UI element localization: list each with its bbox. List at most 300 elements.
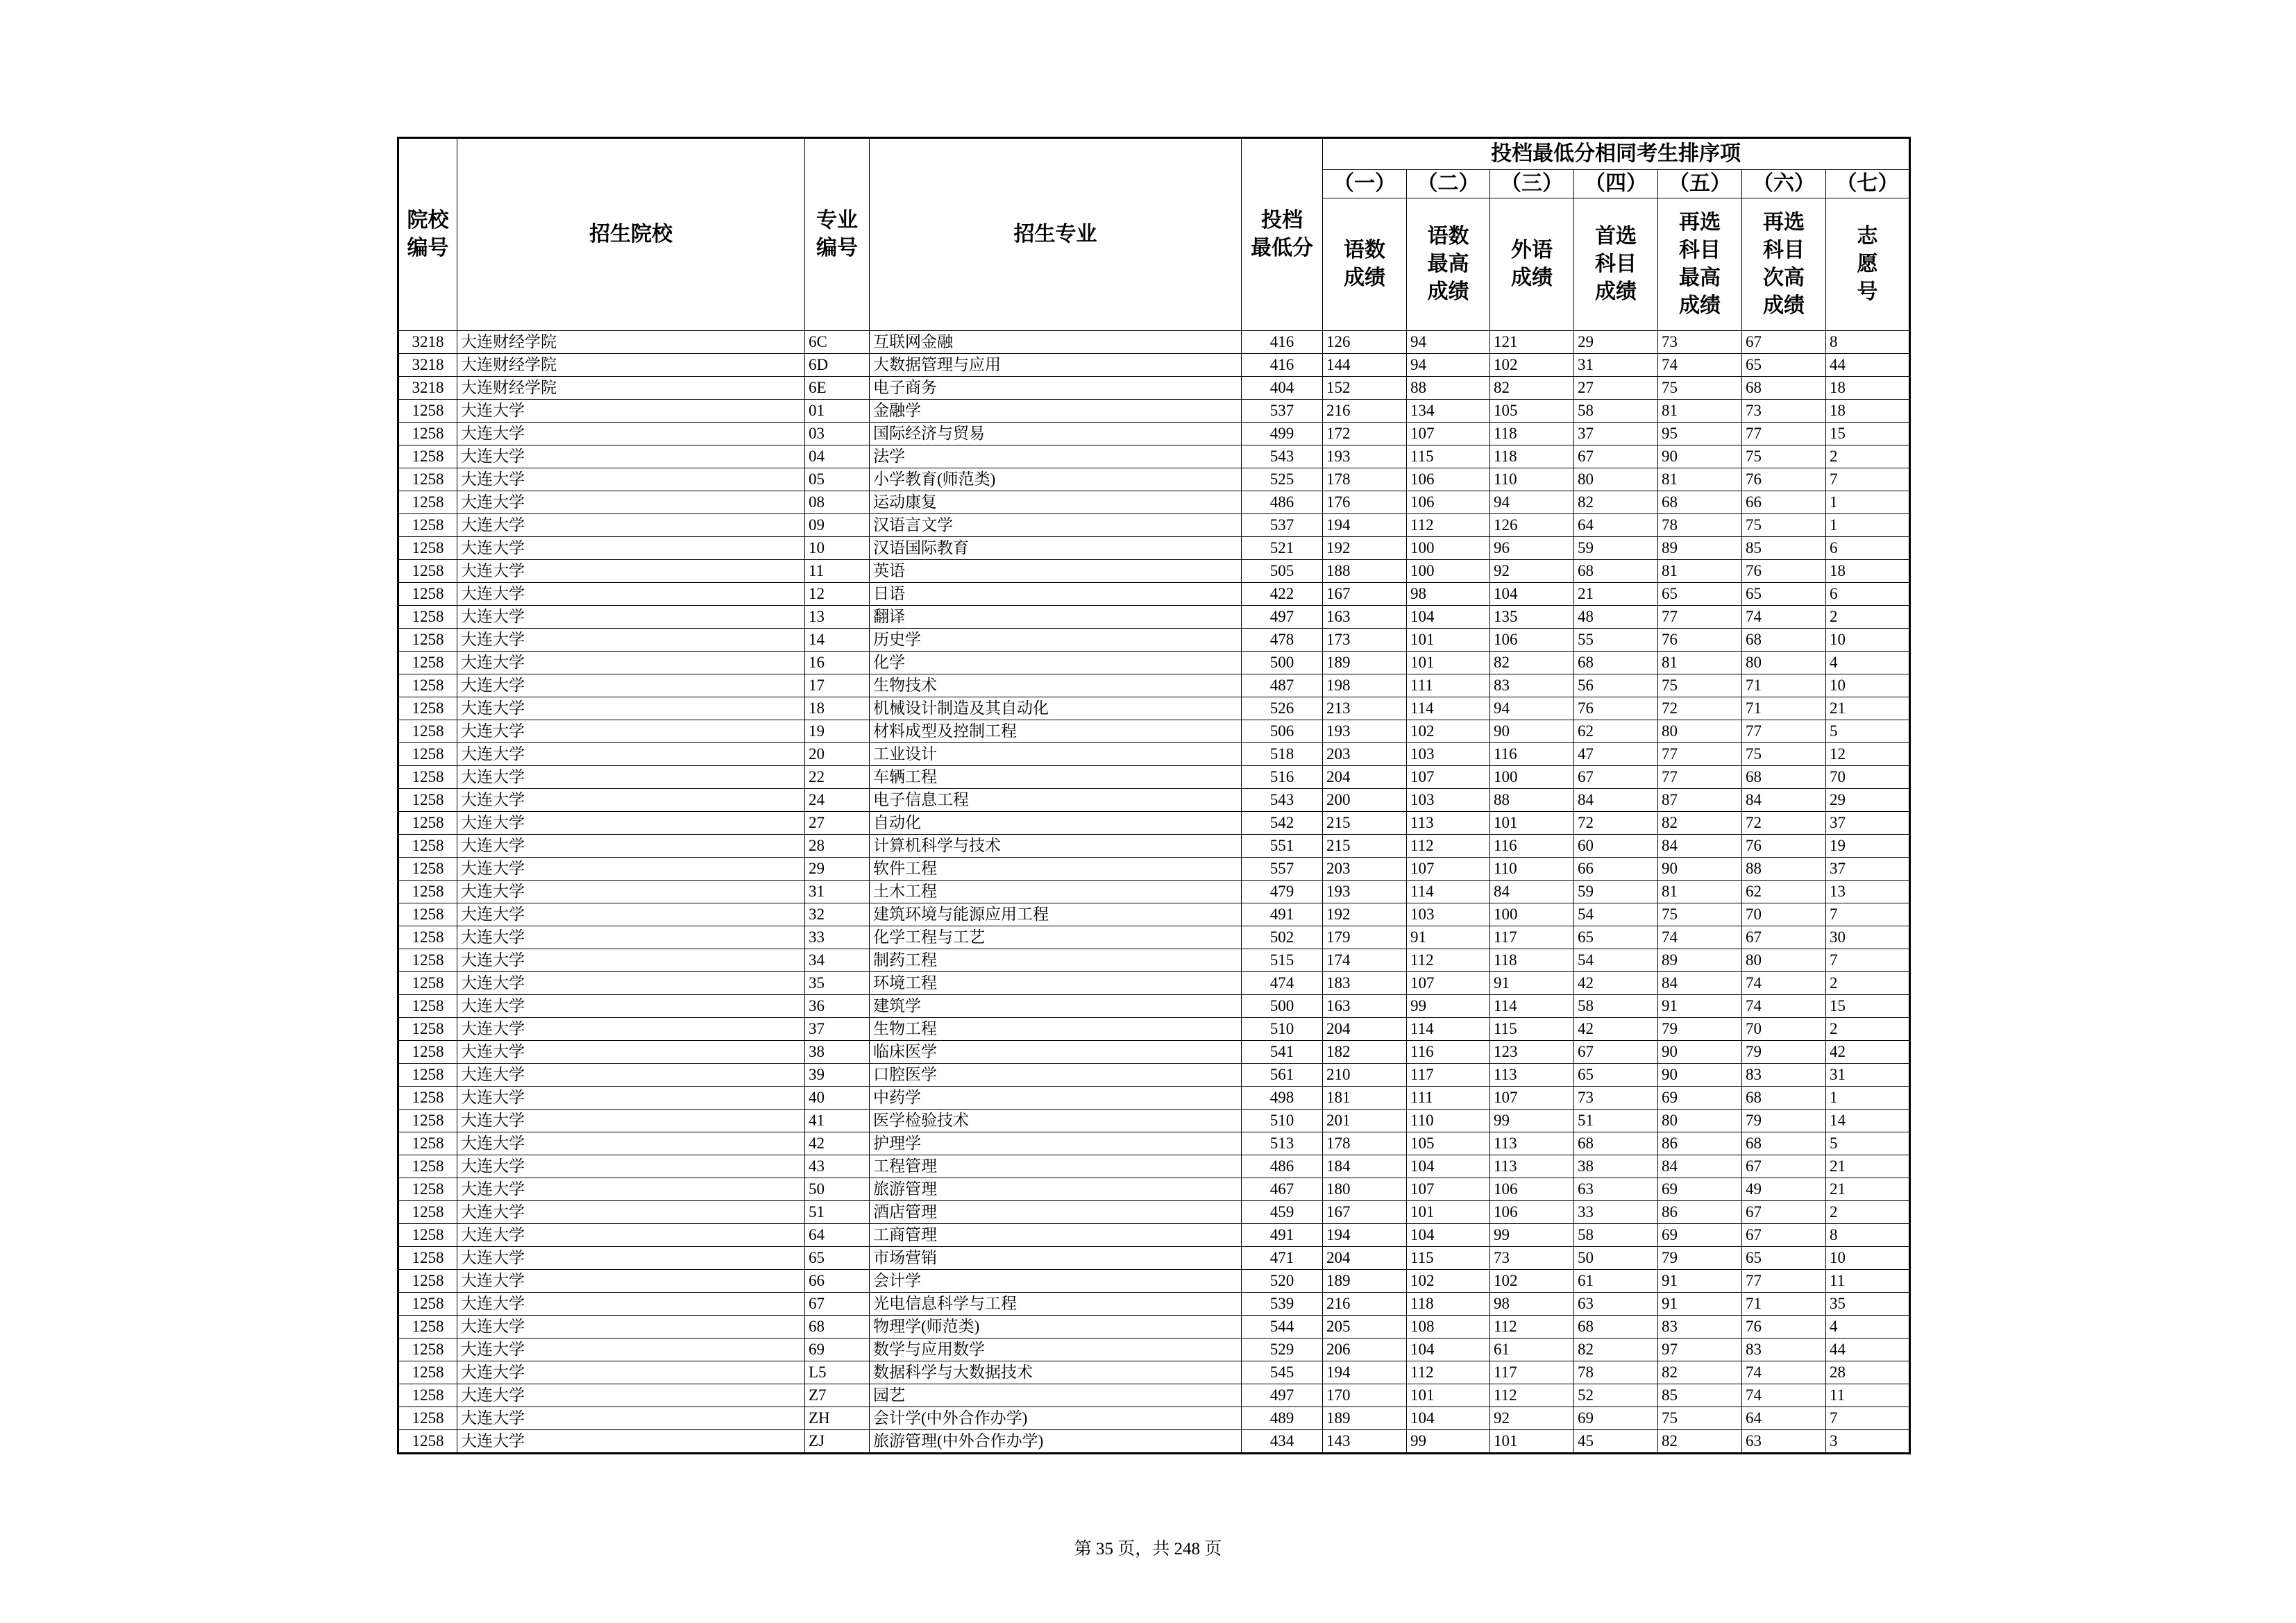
cell-tiebreak-1: 189 xyxy=(1323,652,1407,674)
cell-tiebreak-7: 13 xyxy=(1826,881,1910,903)
cell-tiebreak-7: 4 xyxy=(1826,652,1910,674)
cell-min-score: 502 xyxy=(1242,926,1323,949)
cell-tiebreak-2: 112 xyxy=(1407,949,1490,972)
cell-major-code: 31 xyxy=(805,881,870,903)
cell-tiebreak-5: 69 xyxy=(1658,1224,1742,1247)
cell-tiebreak-5: 72 xyxy=(1658,697,1742,720)
cell-tiebreak-2: 107 xyxy=(1407,766,1490,789)
cell-tiebreak-4: 73 xyxy=(1574,1087,1658,1110)
cell-tiebreak-6: 71 xyxy=(1742,1293,1826,1316)
cell-tiebreak-2: 107 xyxy=(1407,858,1490,881)
cell-min-score: 487 xyxy=(1242,674,1323,697)
cell-tiebreak-7: 1 xyxy=(1826,491,1910,514)
cell-tiebreak-6: 77 xyxy=(1742,720,1826,743)
cell-tiebreak-4: 50 xyxy=(1574,1247,1658,1270)
cell-major-code: 41 xyxy=(805,1110,870,1132)
cell-major-code: Z7 xyxy=(805,1384,870,1407)
cell-tiebreak-1: 189 xyxy=(1323,1407,1407,1430)
cell-tiebreak-6: 67 xyxy=(1742,1155,1826,1178)
cell-major-code: 20 xyxy=(805,743,870,766)
cell-school-code: 1258 xyxy=(398,1316,457,1339)
cell-major-name: 金融学 xyxy=(870,400,1242,423)
cell-tiebreak-3: 94 xyxy=(1490,697,1574,720)
cell-tiebreak-5: 81 xyxy=(1658,652,1742,674)
cell-tiebreak-4: 54 xyxy=(1574,949,1658,972)
cell-tiebreak-3: 107 xyxy=(1490,1087,1574,1110)
cell-tiebreak-5: 75 xyxy=(1658,1407,1742,1430)
cell-major-name: 制药工程 xyxy=(870,949,1242,972)
cell-tiebreak-2: 117 xyxy=(1407,1064,1490,1087)
cell-tiebreak-3: 117 xyxy=(1490,926,1574,949)
cell-major-code: 6E xyxy=(805,377,870,400)
cell-school-name: 大连大学 xyxy=(457,537,805,560)
cell-tiebreak-3: 113 xyxy=(1490,1064,1574,1087)
cell-tiebreak-7: 5 xyxy=(1826,720,1910,743)
cell-school-code: 1258 xyxy=(398,1270,457,1293)
header-tiebreak-order-7: （七） xyxy=(1826,170,1910,198)
cell-major-code: 18 xyxy=(805,697,870,720)
cell-school-code: 1258 xyxy=(398,491,457,514)
cell-major-code: 13 xyxy=(805,606,870,629)
cell-school-name: 大连大学 xyxy=(457,1155,805,1178)
cell-tiebreak-5: 83 xyxy=(1658,1316,1742,1339)
cell-tiebreak-6: 65 xyxy=(1742,583,1826,606)
cell-school-name: 大连大学 xyxy=(457,491,805,514)
cell-tiebreak-2: 104 xyxy=(1407,1407,1490,1430)
cell-tiebreak-2: 91 xyxy=(1407,926,1490,949)
cell-min-score: 459 xyxy=(1242,1201,1323,1224)
cell-tiebreak-5: 75 xyxy=(1658,377,1742,400)
cell-tiebreak-3: 90 xyxy=(1490,720,1574,743)
cell-tiebreak-7: 1 xyxy=(1826,514,1910,537)
cell-major-name: 电子信息工程 xyxy=(870,789,1242,812)
cell-tiebreak-5: 79 xyxy=(1658,1018,1742,1041)
table-row xyxy=(398,995,1910,1018)
cell-tiebreak-6: 65 xyxy=(1742,1247,1826,1270)
cell-tiebreak-7: 37 xyxy=(1826,812,1910,835)
cell-min-score: 537 xyxy=(1242,514,1323,537)
cell-tiebreak-6: 62 xyxy=(1742,881,1826,903)
cell-tiebreak-2: 103 xyxy=(1407,789,1490,812)
cell-tiebreak-3: 61 xyxy=(1490,1339,1574,1361)
header-tiebreak-item-1: 语数 成绩 xyxy=(1323,198,1407,331)
cell-tiebreak-2: 94 xyxy=(1407,354,1490,377)
cell-tiebreak-1: 200 xyxy=(1323,789,1407,812)
cell-major-name: 生物技术 xyxy=(870,674,1242,697)
cell-tiebreak-4: 67 xyxy=(1574,1041,1658,1064)
table-row xyxy=(398,1178,1910,1201)
cell-tiebreak-2: 99 xyxy=(1407,995,1490,1018)
cell-tiebreak-1: 163 xyxy=(1323,995,1407,1018)
cell-major-code: 51 xyxy=(805,1201,870,1224)
cell-tiebreak-7: 30 xyxy=(1826,926,1910,949)
cell-major-code: 42 xyxy=(805,1132,870,1155)
cell-major-name: 机械设计制造及其自动化 xyxy=(870,697,1242,720)
cell-tiebreak-5: 82 xyxy=(1658,1361,1742,1384)
table-row xyxy=(398,514,1910,537)
cell-school-name: 大连大学 xyxy=(457,1361,805,1384)
cell-tiebreak-2: 107 xyxy=(1407,972,1490,995)
cell-major-code: 29 xyxy=(805,858,870,881)
cell-tiebreak-1: 144 xyxy=(1323,354,1407,377)
cell-tiebreak-1: 173 xyxy=(1323,629,1407,652)
cell-tiebreak-4: 56 xyxy=(1574,674,1658,697)
table-row xyxy=(398,1064,1910,1087)
table-row xyxy=(398,835,1910,858)
cell-tiebreak-6: 64 xyxy=(1742,1407,1826,1430)
cell-tiebreak-6: 83 xyxy=(1742,1064,1826,1087)
cell-tiebreak-3: 126 xyxy=(1490,514,1574,537)
cell-tiebreak-6: 68 xyxy=(1742,1132,1826,1155)
cell-school-code: 1258 xyxy=(398,812,457,835)
cell-major-name: 市场营销 xyxy=(870,1247,1242,1270)
cell-tiebreak-5: 76 xyxy=(1658,629,1742,652)
cell-major-name: 物理学(师范类) xyxy=(870,1316,1242,1339)
cell-major-code: 08 xyxy=(805,491,870,514)
cell-tiebreak-7: 3 xyxy=(1826,1430,1910,1454)
cell-tiebreak-4: 68 xyxy=(1574,1316,1658,1339)
cell-school-code: 1258 xyxy=(398,629,457,652)
cell-tiebreak-5: 84 xyxy=(1658,835,1742,858)
cell-major-code: 10 xyxy=(805,537,870,560)
cell-tiebreak-2: 114 xyxy=(1407,1018,1490,1041)
cell-tiebreak-5: 74 xyxy=(1658,354,1742,377)
cell-tiebreak-3: 110 xyxy=(1490,468,1574,491)
cell-tiebreak-4: 68 xyxy=(1574,560,1658,583)
table-row xyxy=(398,652,1910,674)
header-school-code: 院校 编号 xyxy=(398,138,457,331)
cell-min-score: 506 xyxy=(1242,720,1323,743)
cell-tiebreak-5: 90 xyxy=(1658,1064,1742,1087)
cell-tiebreak-4: 42 xyxy=(1574,1018,1658,1041)
cell-tiebreak-3: 98 xyxy=(1490,1293,1574,1316)
cell-school-code: 1258 xyxy=(398,1132,457,1155)
cell-major-name: 口腔医学 xyxy=(870,1064,1242,1087)
cell-min-score: 497 xyxy=(1242,606,1323,629)
cell-tiebreak-6: 68 xyxy=(1742,766,1826,789)
cell-major-name: 旅游管理 xyxy=(870,1178,1242,1201)
cell-school-code: 1258 xyxy=(398,1361,457,1384)
cell-tiebreak-5: 75 xyxy=(1658,903,1742,926)
cell-tiebreak-3: 116 xyxy=(1490,835,1574,858)
header-tiebreak-item-2: 语数 最高 成绩 xyxy=(1407,198,1490,331)
cell-tiebreak-2: 103 xyxy=(1407,743,1490,766)
table-row xyxy=(398,1316,1910,1339)
cell-school-code: 1258 xyxy=(398,972,457,995)
cell-tiebreak-1: 126 xyxy=(1323,331,1407,354)
cell-tiebreak-2: 114 xyxy=(1407,881,1490,903)
cell-tiebreak-6: 74 xyxy=(1742,995,1826,1018)
table-header xyxy=(398,138,1910,331)
cell-tiebreak-3: 96 xyxy=(1490,537,1574,560)
cell-tiebreak-3: 99 xyxy=(1490,1110,1574,1132)
cell-min-score: 543 xyxy=(1242,445,1323,468)
cell-tiebreak-5: 85 xyxy=(1658,1384,1742,1407)
cell-tiebreak-6: 68 xyxy=(1742,629,1826,652)
cell-tiebreak-5: 91 xyxy=(1658,1293,1742,1316)
cell-tiebreak-6: 67 xyxy=(1742,1224,1826,1247)
table-row xyxy=(398,468,1910,491)
cell-school-name: 大连大学 xyxy=(457,674,805,697)
cell-major-code: 03 xyxy=(805,423,870,445)
cell-major-code: 19 xyxy=(805,720,870,743)
cell-school-code: 1258 xyxy=(398,949,457,972)
cell-min-score: 489 xyxy=(1242,1407,1323,1430)
cell-major-name: 翻译 xyxy=(870,606,1242,629)
cell-tiebreak-6: 76 xyxy=(1742,560,1826,583)
cell-major-name: 法学 xyxy=(870,445,1242,468)
cell-school-name: 大连大学 xyxy=(457,1041,805,1064)
cell-tiebreak-4: 52 xyxy=(1574,1384,1658,1407)
cell-major-name: 化学 xyxy=(870,652,1242,674)
header-tiebreak-order-6: （六） xyxy=(1742,170,1826,198)
cell-min-score: 422 xyxy=(1242,583,1323,606)
cell-major-code: 09 xyxy=(805,514,870,537)
cell-tiebreak-3: 121 xyxy=(1490,331,1574,354)
header-tiebreak-item-4: 首选 科目 成绩 xyxy=(1574,198,1658,331)
table-row xyxy=(398,1018,1910,1041)
cell-min-score: 516 xyxy=(1242,766,1323,789)
cell-tiebreak-6: 68 xyxy=(1742,1087,1826,1110)
cell-tiebreak-7: 28 xyxy=(1826,1361,1910,1384)
cell-tiebreak-2: 101 xyxy=(1407,629,1490,652)
cell-tiebreak-5: 77 xyxy=(1658,743,1742,766)
cell-tiebreak-3: 82 xyxy=(1490,377,1574,400)
cell-tiebreak-3: 102 xyxy=(1490,354,1574,377)
cell-major-code: 69 xyxy=(805,1339,870,1361)
cell-tiebreak-1: 178 xyxy=(1323,1132,1407,1155)
cell-tiebreak-2: 106 xyxy=(1407,491,1490,514)
cell-tiebreak-4: 58 xyxy=(1574,400,1658,423)
table-row xyxy=(398,1087,1910,1110)
cell-tiebreak-5: 89 xyxy=(1658,949,1742,972)
cell-tiebreak-4: 65 xyxy=(1574,1064,1658,1087)
cell-tiebreak-4: 45 xyxy=(1574,1430,1658,1454)
cell-tiebreak-7: 7 xyxy=(1826,903,1910,926)
cell-tiebreak-2: 112 xyxy=(1407,514,1490,537)
cell-tiebreak-6: 79 xyxy=(1742,1110,1826,1132)
cell-min-score: 510 xyxy=(1242,1110,1323,1132)
cell-min-score: 500 xyxy=(1242,652,1323,674)
cell-tiebreak-7: 11 xyxy=(1826,1384,1910,1407)
cell-tiebreak-3: 105 xyxy=(1490,400,1574,423)
cell-tiebreak-6: 75 xyxy=(1742,445,1826,468)
cell-school-code: 1258 xyxy=(398,514,457,537)
cell-school-code: 3218 xyxy=(398,331,457,354)
cell-school-code: 1258 xyxy=(398,537,457,560)
cell-tiebreak-4: 29 xyxy=(1574,331,1658,354)
cell-tiebreak-2: 112 xyxy=(1407,835,1490,858)
cell-tiebreak-5: 65 xyxy=(1658,583,1742,606)
cell-tiebreak-3: 123 xyxy=(1490,1041,1574,1064)
table-row xyxy=(398,972,1910,995)
cell-school-name: 大连财经学院 xyxy=(457,331,805,354)
cell-school-code: 1258 xyxy=(398,445,457,468)
cell-tiebreak-5: 79 xyxy=(1658,1247,1742,1270)
cell-min-score: 521 xyxy=(1242,537,1323,560)
cell-tiebreak-2: 115 xyxy=(1407,445,1490,468)
cell-tiebreak-3: 91 xyxy=(1490,972,1574,995)
cell-tiebreak-5: 84 xyxy=(1658,1155,1742,1178)
cell-major-code: 32 xyxy=(805,903,870,926)
cell-tiebreak-7: 29 xyxy=(1826,789,1910,812)
cell-school-code: 1258 xyxy=(398,1201,457,1224)
cell-tiebreak-6: 67 xyxy=(1742,926,1826,949)
cell-tiebreak-6: 74 xyxy=(1742,972,1826,995)
cell-tiebreak-1: 203 xyxy=(1323,858,1407,881)
cell-tiebreak-7: 12 xyxy=(1826,743,1910,766)
cell-school-name: 大连大学 xyxy=(457,835,805,858)
cell-major-name: 国际经济与贸易 xyxy=(870,423,1242,445)
header-school-name: 招生院校 xyxy=(457,138,805,331)
cell-tiebreak-2: 102 xyxy=(1407,1270,1490,1293)
cell-tiebreak-1: 210 xyxy=(1323,1064,1407,1087)
cell-tiebreak-1: 189 xyxy=(1323,1270,1407,1293)
table-row xyxy=(398,537,1910,560)
cell-tiebreak-3: 106 xyxy=(1490,1201,1574,1224)
cell-tiebreak-2: 104 xyxy=(1407,1224,1490,1247)
cell-school-code: 1258 xyxy=(398,858,457,881)
cell-school-code: 1258 xyxy=(398,468,457,491)
header-tiebreak-item-6: 再选 科目 次高 成绩 xyxy=(1742,198,1826,331)
cell-tiebreak-5: 81 xyxy=(1658,400,1742,423)
cell-tiebreak-6: 67 xyxy=(1742,331,1826,354)
cell-school-name: 大连大学 xyxy=(457,606,805,629)
cell-tiebreak-4: 78 xyxy=(1574,1361,1658,1384)
cell-major-name: 计算机科学与技术 xyxy=(870,835,1242,858)
cell-school-code: 3218 xyxy=(398,377,457,400)
cell-tiebreak-2: 108 xyxy=(1407,1316,1490,1339)
cell-tiebreak-4: 67 xyxy=(1574,766,1658,789)
cell-major-name: 化学工程与工艺 xyxy=(870,926,1242,949)
cell-tiebreak-7: 11 xyxy=(1826,1270,1910,1293)
table-row xyxy=(398,881,1910,903)
table-row xyxy=(398,858,1910,881)
cell-tiebreak-3: 92 xyxy=(1490,1407,1574,1430)
cell-tiebreak-3: 112 xyxy=(1490,1316,1574,1339)
cell-school-name: 大连大学 xyxy=(457,1293,805,1316)
cell-tiebreak-6: 72 xyxy=(1742,812,1826,835)
cell-tiebreak-3: 104 xyxy=(1490,583,1574,606)
cell-major-code: 28 xyxy=(805,835,870,858)
header-major-code: 专业 编号 xyxy=(805,138,870,331)
cell-min-score: 416 xyxy=(1242,354,1323,377)
cell-tiebreak-5: 81 xyxy=(1658,881,1742,903)
cell-school-code: 1258 xyxy=(398,1430,457,1454)
cell-tiebreak-1: 201 xyxy=(1323,1110,1407,1132)
cell-tiebreak-5: 91 xyxy=(1658,995,1742,1018)
page-indicator: 第 35 页，共 248 页 xyxy=(1074,1540,1222,1558)
header-tiebreak-order-5: （五） xyxy=(1658,170,1742,198)
cell-tiebreak-5: 69 xyxy=(1658,1087,1742,1110)
cell-min-score: 525 xyxy=(1242,468,1323,491)
cell-tiebreak-2: 118 xyxy=(1407,1293,1490,1316)
cell-school-name: 大连大学 xyxy=(457,1087,805,1110)
cell-tiebreak-2: 111 xyxy=(1407,1087,1490,1110)
cell-major-name: 数学与应用数学 xyxy=(870,1339,1242,1361)
cell-tiebreak-7: 18 xyxy=(1826,560,1910,583)
cell-min-score: 543 xyxy=(1242,789,1323,812)
table-row xyxy=(398,1224,1910,1247)
cell-major-code: 17 xyxy=(805,674,870,697)
cell-tiebreak-7: 37 xyxy=(1826,858,1910,881)
cell-tiebreak-4: 38 xyxy=(1574,1155,1658,1178)
cell-major-name: 工业设计 xyxy=(870,743,1242,766)
cell-tiebreak-6: 80 xyxy=(1742,949,1826,972)
cell-min-score: 505 xyxy=(1242,560,1323,583)
cell-tiebreak-2: 88 xyxy=(1407,377,1490,400)
table-row xyxy=(398,1293,1910,1316)
cell-major-name: 会计学 xyxy=(870,1270,1242,1293)
cell-min-score: 491 xyxy=(1242,903,1323,926)
cell-school-name: 大连大学 xyxy=(457,583,805,606)
cell-school-name: 大连大学 xyxy=(457,1064,805,1087)
cell-tiebreak-1: 204 xyxy=(1323,766,1407,789)
cell-major-name: 小学教育(师范类) xyxy=(870,468,1242,491)
cell-min-score: 474 xyxy=(1242,972,1323,995)
cell-tiebreak-3: 118 xyxy=(1490,949,1574,972)
cell-tiebreak-6: 74 xyxy=(1742,606,1826,629)
cell-major-name: 中药学 xyxy=(870,1087,1242,1110)
cell-tiebreak-5: 77 xyxy=(1658,766,1742,789)
cell-tiebreak-4: 27 xyxy=(1574,377,1658,400)
cell-major-name: 汉语言文学 xyxy=(870,514,1242,537)
table-row xyxy=(398,445,1910,468)
cell-major-code: 27 xyxy=(805,812,870,835)
table-row xyxy=(398,720,1910,743)
cell-tiebreak-6: 79 xyxy=(1742,1041,1826,1064)
cell-tiebreak-4: 72 xyxy=(1574,812,1658,835)
cell-school-name: 大连大学 xyxy=(457,881,805,903)
cell-tiebreak-5: 73 xyxy=(1658,331,1742,354)
cell-major-name: 建筑学 xyxy=(870,995,1242,1018)
table-row xyxy=(398,491,1910,514)
cell-tiebreak-7: 7 xyxy=(1826,1407,1910,1430)
cell-tiebreak-6: 49 xyxy=(1742,1178,1826,1201)
cell-tiebreak-1: 193 xyxy=(1323,445,1407,468)
cell-school-code: 1258 xyxy=(398,1110,457,1132)
cell-school-name: 大连大学 xyxy=(457,1430,805,1454)
cell-tiebreak-1: 143 xyxy=(1323,1430,1407,1454)
cell-tiebreak-2: 113 xyxy=(1407,812,1490,835)
cell-tiebreak-5: 81 xyxy=(1658,560,1742,583)
cell-major-code: ZJ xyxy=(805,1430,870,1454)
cell-major-code: 35 xyxy=(805,972,870,995)
cell-tiebreak-2: 99 xyxy=(1407,1430,1490,1454)
cell-school-name: 大连大学 xyxy=(457,743,805,766)
cell-school-name: 大连大学 xyxy=(457,1339,805,1361)
cell-min-score: 557 xyxy=(1242,858,1323,881)
cell-tiebreak-4: 59 xyxy=(1574,881,1658,903)
cell-tiebreak-1: 180 xyxy=(1323,1178,1407,1201)
cell-tiebreak-4: 69 xyxy=(1574,1407,1658,1430)
cell-school-name: 大连大学 xyxy=(457,1110,805,1132)
cell-tiebreak-2: 104 xyxy=(1407,606,1490,629)
cell-tiebreak-2: 105 xyxy=(1407,1132,1490,1155)
cell-school-code: 1258 xyxy=(398,1224,457,1247)
cell-tiebreak-6: 76 xyxy=(1742,835,1826,858)
cell-tiebreak-7: 21 xyxy=(1826,1178,1910,1201)
cell-tiebreak-1: 194 xyxy=(1323,1361,1407,1384)
table-row xyxy=(398,331,1910,354)
cell-tiebreak-6: 70 xyxy=(1742,1018,1826,1041)
cell-tiebreak-4: 65 xyxy=(1574,926,1658,949)
table-row xyxy=(398,926,1910,949)
table-row xyxy=(398,1155,1910,1178)
cell-tiebreak-1: 205 xyxy=(1323,1316,1407,1339)
cell-tiebreak-7: 15 xyxy=(1826,423,1910,445)
cell-min-score: 518 xyxy=(1242,743,1323,766)
